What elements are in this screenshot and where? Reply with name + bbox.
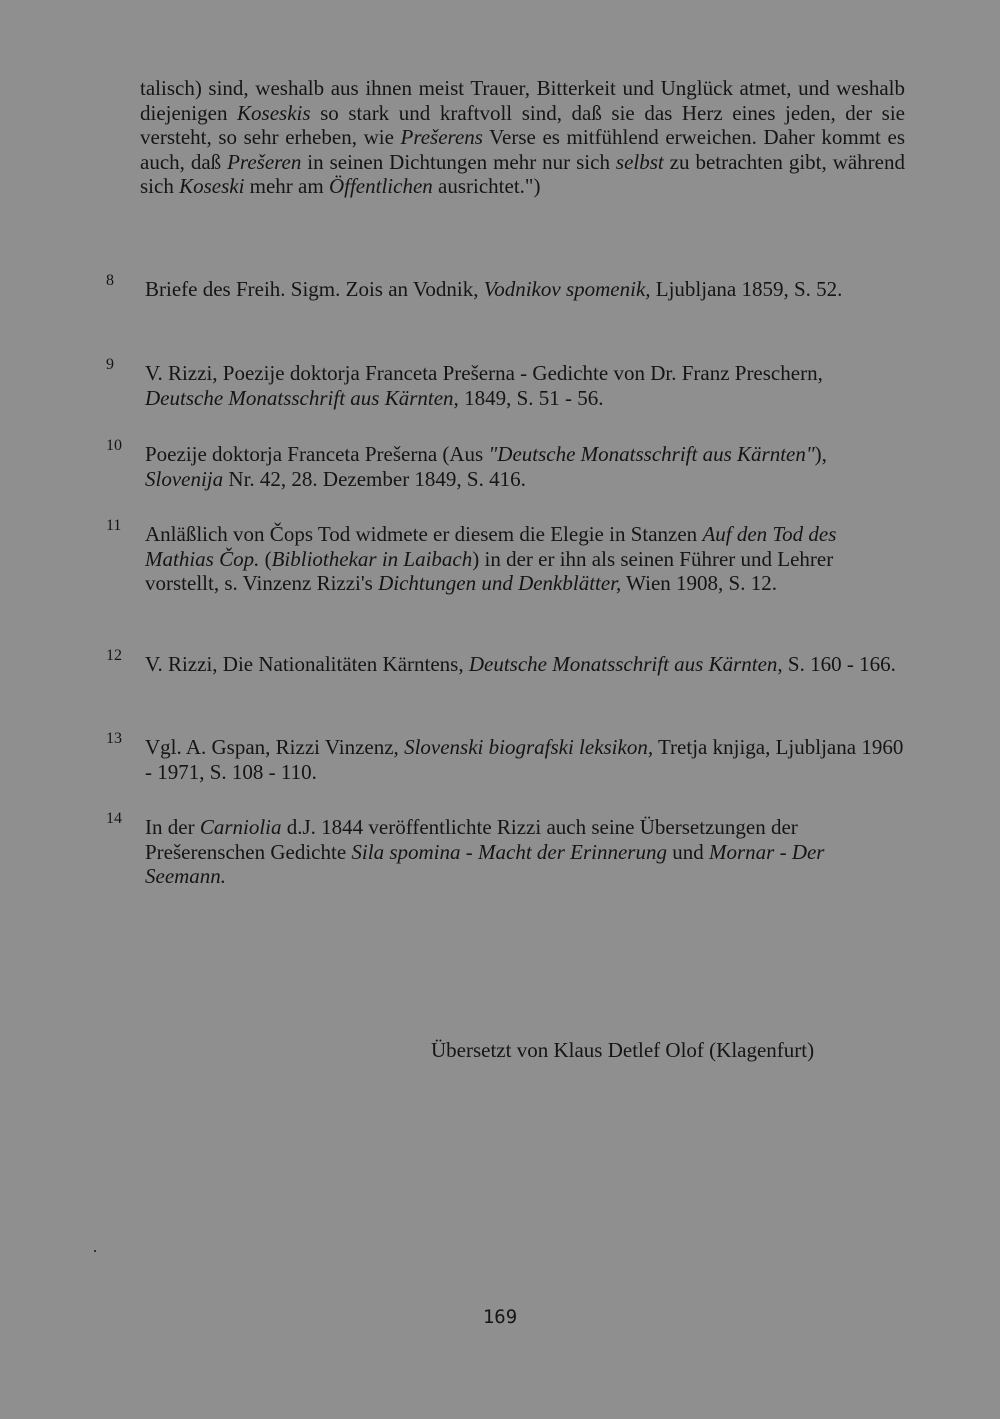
intro-text: mehr am <box>244 174 329 198</box>
footnote-9 <box>106 356 906 410</box>
footnote-segment: Ljubljana 1859, S. 52. <box>650 277 843 301</box>
footnote-segment: Briefe des Freih. Sigm. Zois an Vodnik, <box>145 277 484 301</box>
footnote-italic: Slovenija <box>145 466 224 491</box>
intro-text: Verse es mitfühlend erweichen. Daher kommt es auch, daß <box>140 125 906 174</box>
footnote-14 <box>106 810 906 889</box>
footnote-number: 12 <box>106 647 122 664</box>
footnote-italic: Deutsche Monatsschrift aus Kärnten <box>468 652 778 676</box>
intro-italic: Öffentlichen <box>328 174 433 198</box>
footnote-segment: ) in der er ihn als seinen Führer und Lehrer vorstellt, s. Vinzenz Rizzi's <box>145 546 834 595</box>
footnote-segment: ( <box>259 546 272 571</box>
footnote-italic: Deutsche Monatsschrift aus Kärnten, <box>145 385 459 410</box>
intro-italic: Prešerens <box>400 125 483 149</box>
intro-italic: Prešeren <box>227 149 302 174</box>
footnote-number: 8 <box>106 272 114 289</box>
footnote-segment: Poezije doktorja Franceta Prešerna (Aus <box>145 442 489 466</box>
footnote-segment: Vgl. A. Gspan, Rizzi Vinzenz, <box>145 735 405 759</box>
footnote-10 <box>106 437 906 491</box>
footnote-text <box>145 652 906 677</box>
footnote-text <box>145 735 906 784</box>
footnote-italic: Dichtungen und Denkblätter, <box>378 571 622 595</box>
intro-italic: Koseski <box>179 174 245 198</box>
translator-credit: Übersetzt von Klaus Detlef Olof (Klagenfurt) <box>431 1038 815 1062</box>
footnote-italic: Sila spomina - Macht der Erinnerung <box>351 839 667 864</box>
footnote-segment: In der <box>145 815 200 839</box>
footnote-italic: Auf den Tod des Mathias Čop. <box>145 522 837 571</box>
footnote-8 <box>106 272 906 302</box>
footnote-11 <box>106 517 906 596</box>
footnote-italic: Slovenski biografski leksikon, <box>404 735 654 759</box>
footnote-text <box>145 442 906 491</box>
footnote-number: 14 <box>106 810 122 827</box>
page-number: 169 <box>482 1306 518 1328</box>
footnote-italic: "Deutsche Monatsschrift aus Kärnten" <box>488 442 815 466</box>
footnote-italic: Vodnikov spomenik, <box>483 277 651 301</box>
footnote-text <box>145 815 906 889</box>
scan-speck <box>94 1250 96 1252</box>
footnote-segment: d.J. 1844 veröffentlichte Rizzi auch seine Übersetzungen der Prešerenschen Gedichte <box>145 815 798 864</box>
footnote-number: 13 <box>106 730 122 747</box>
footnote-text <box>145 361 906 410</box>
footnote-number: 10 <box>106 437 122 454</box>
footnote-segment: V. Rizzi, Die Nationalitäten Kärntens, <box>145 652 469 676</box>
footnote-segment: Wien 1908, S. 12. <box>621 571 777 595</box>
intro-paragraph <box>140 76 905 199</box>
intro-text: so stark und kraftvoll sind, daß sie das Herz eines jeden, der sie versteht, so sehr erheben, wie <box>140 100 905 149</box>
intro-text: zu betrachten gibt, während sich <box>140 149 905 198</box>
footnote-segment: Anläßlich von Čops Tod widmete er diesem die Elegie in Stanzen <box>145 522 703 546</box>
footnote-number: 9 <box>106 356 114 373</box>
footnote-italic: Bibliothekar in Laibach <box>271 546 473 571</box>
footnote-segment: V. Rizzi, Poezije doktorja Franceta Prešerna - Gedichte von Dr. Franz Preschern, <box>145 361 823 385</box>
intro-italic: selbst <box>615 149 664 174</box>
footnote-text <box>145 277 906 302</box>
intro-italic: Koseskis <box>237 100 311 125</box>
footnote-13 <box>106 730 906 784</box>
footnote-segment: ), <box>814 442 827 466</box>
footnote-segment: Nr. 42, 28. Dezember 1849, S. 416. <box>223 466 526 491</box>
footnote-12 <box>106 647 906 677</box>
footnote-text <box>145 522 906 596</box>
intro-text: talisch) sind, weshalb aus ihnen meist Trauer, Bitterkeit und Unglück atmet, und weshalb diejenigen <box>140 76 905 125</box>
footnote-segment: , S. 160 - 166. <box>777 652 896 676</box>
footnote-segment: 1849, S. 51 - 56. <box>458 385 604 410</box>
intro-text: ausrichtet.") <box>432 174 541 198</box>
footnote-number: 11 <box>106 517 122 534</box>
footnote-italic: Mornar - Der Seemann. <box>145 839 825 888</box>
footnote-segment: und <box>666 839 709 864</box>
footnote-italic: Carniolia <box>199 815 282 839</box>
intro-text: in seinen Dichtungen mehr nur sich <box>301 149 616 174</box>
footnote-segment: Tretja knjiga, Ljubljana 1960 - 1971, S. 108 - 110. <box>145 735 904 784</box>
